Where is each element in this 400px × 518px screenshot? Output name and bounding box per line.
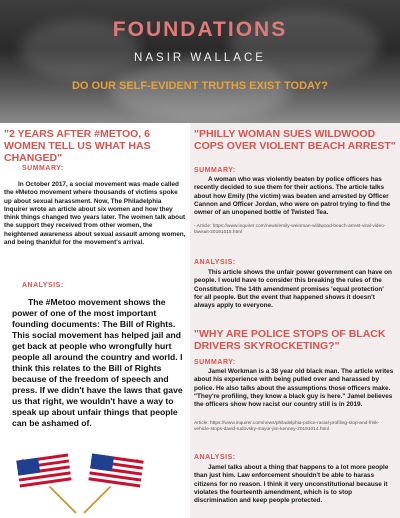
summary-text: A woman who was violently beaten by police officers has recently decided to sue them for their actions. The article talks about how Emily (the victim) was beaten and arrested by Officer Cannon and Officer Jordan, who were on patrol trying to find the owner of an unopened bottle of Twisted Tea. <box>194 176 391 217</box>
article-headline: "PHILLY WOMAN SUES WILDWOOD COPS OVER VIOLENT BEACH ARREST" <box>194 128 396 152</box>
left-column <box>0 123 190 518</box>
page-title: FOUNDATIONS <box>112 18 288 41</box>
summary-text: Jamel Workman is a 38 year old black man. The article writes about his experience with being pulled over and harassed by police. He also talks about the assumptions those officers make. "They're profiling, they know a black guy is here." Jamel believes the officers show how racist our country still is in 2019. <box>194 368 394 409</box>
analysis-label: ANALYSIS: <box>194 454 236 461</box>
us-flag-icon <box>14 453 82 515</box>
summary-label: SUMMARY: <box>22 165 64 172</box>
analysis-label: ANALYSIS: <box>22 282 64 289</box>
analysis-label: ANALYSIS: <box>194 259 236 266</box>
author-name: NASIR WALLACE <box>134 52 266 64</box>
article-headline: "2 YEARS AFTER #METOO, 6 WOMEN TELL US WHAT HAS CHANGED" <box>4 128 151 164</box>
article-citation: - Article: https://www.inquirer.com/news/emily-weinman-wildwood-beach-arrest-viral-video-lawsuit-20191015.html <box>194 224 386 235</box>
us-flag-icon <box>78 453 146 515</box>
summary-text: In October 2017, a social movement was made called the #Metoo movement where thousands of victims spoke up about sexual harassment. Now, The Philadelphia Inquirer wrote an article about six women and how they think things changed two years later. The women talk about the support they received from other women, the heightened awareness about sexual assault among women, and being thankful for the movement's arrival. <box>4 181 186 247</box>
article-citation: Article: https://www.inquirer.com/news/philadelphia-police-racial-profiling-stop-and-frisk-vehicle-stops-david-rudovsky-mayor-jim-kenney-20191014.html <box>194 421 380 432</box>
right-column <box>190 123 400 518</box>
page-question: DO OUR SELF-EVIDENT TRUTHS EXIST TODAY? <box>71 80 329 92</box>
analysis-text: This article shows the unfair power government can have on people. I would have to consider this breaking the rules of the Constitution. The 14th amendment promises 'equal protection' for all people. But the event that happened shows it doesn't always apply to everyone. <box>194 269 392 310</box>
article-headline: "WHY ARE POLICE STOPS OF BLACK DRIVERS SKYROCKETING?" <box>194 328 386 352</box>
summary-label: SUMMARY: <box>194 359 236 366</box>
header-banner <box>0 0 400 123</box>
analysis-text: Jamel talks about a thing that happens to a lot more people than just him. Law enforcement shouldn't be able to harass citizens for no reason. I think it very unconstitutional because it violates the fourteenth amendment, which is to stop discrimination and keep people protected. <box>194 464 389 505</box>
summary-label: SUMMARY: <box>194 167 236 174</box>
analysis-text: The #Metoo movement shows the power of one of the most important founding documents: The Bill of Rights. This social movement has helped jail and get back at people who wrongfully hurt people all around the country and world. I think this relates to the Bill of Rights because of the freedom of speech and press. If we didn't have the laws that gave us that right, we wouldn't have a way to speak up about unfair things that people can be ashamed of. <box>12 297 183 428</box>
